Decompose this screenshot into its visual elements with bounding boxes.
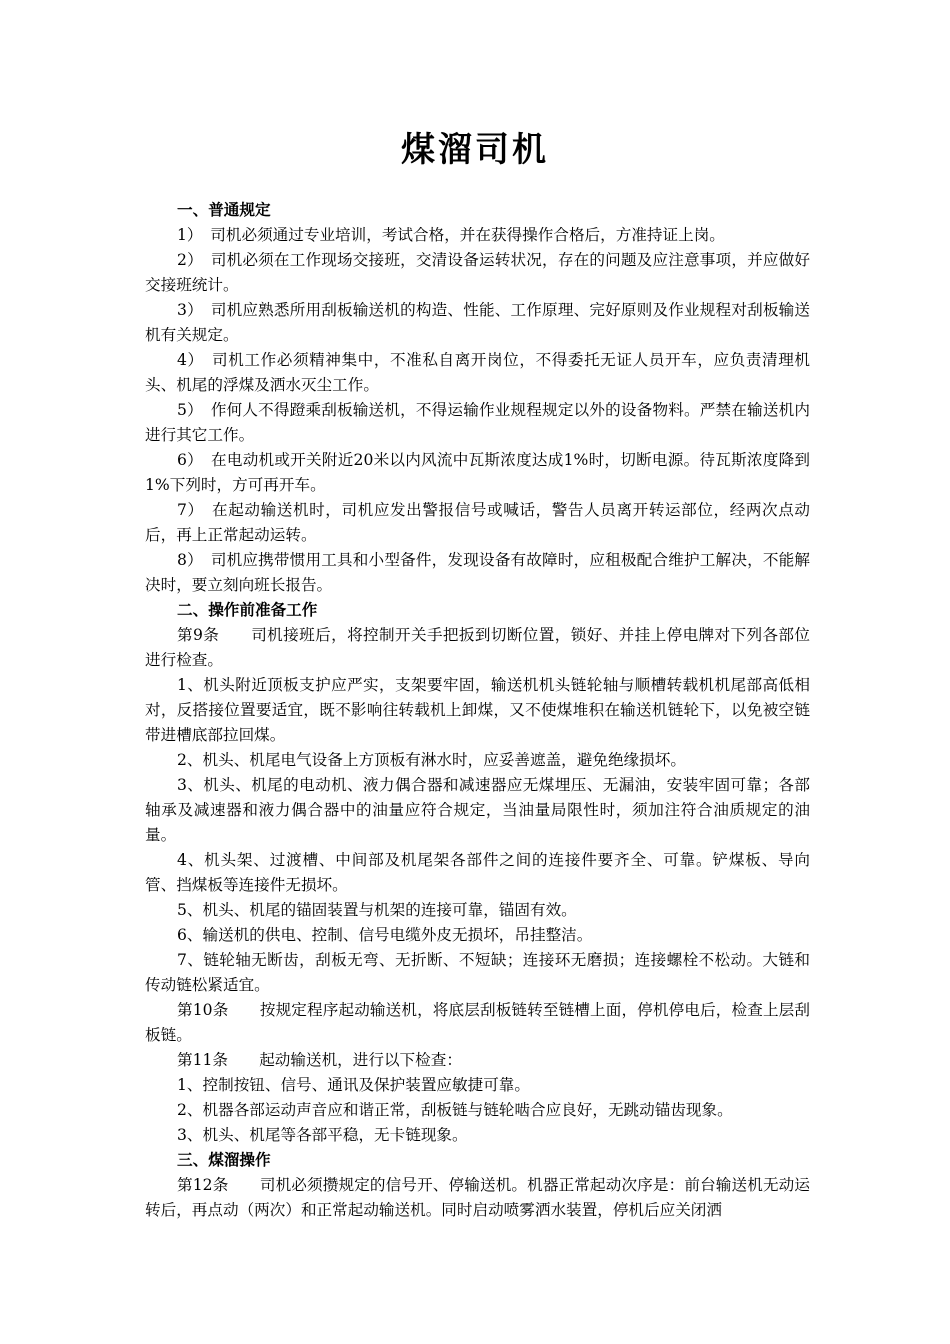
- paragraph: 第11条 起动输送机，进行以下检查：: [177, 1051, 462, 1069]
- paragraph: 1、机头附近顶板支护应严实，支架要牢固，输送机机头链轮轴与顺槽转载机机尾部高低相对，反搭接位置要适宜，既不影响往转载机上卸煤，又不使煤堆积在输送机链轮下，以免被空链带进槽底部拉回煤。: [145, 676, 810, 744]
- section-heading: 三、煤溜操作: [177, 1151, 271, 1169]
- document-body: [145, 198, 810, 1223]
- paragraph: 第12条 司机必须攒规定的信号开、停输送机。机器正常起动次序是：前台输送机无动运转后，再点动（两次）和正常起动输送机。同时启动喷雾洒水装置，停机后应关闭洒: [145, 1176, 810, 1219]
- paragraph: 1、控制按钮、信号、通讯及保护装置应敏捷可靠。: [177, 1076, 530, 1094]
- paragraph: 6） 在电动机或开关附近20米以内风流中瓦斯浓度达成1%时，切断电源。待瓦斯浓度降到1%下列时，方可再开车。: [145, 451, 810, 494]
- paragraph: 2、机头、机尾电气设备上方顶板有淋水时，应妥善遮盖，避免绝缘损坏。: [177, 751, 686, 769]
- paragraph: 4） 司机工作必须精神集中，不准私自离开岗位，不得委托无证人员开车，应负责清理机头、机尾的浮煤及洒水灭尘工作。: [145, 351, 810, 394]
- paragraph: 5） 作何人不得蹬乘刮板输送机，不得运输作业规程规定以外的设备物料。严禁在输送机内进行其它工作。: [145, 401, 810, 444]
- document-title: 煤溜司机: [401, 130, 549, 170]
- paragraph: 2） 司机必须在工作现场交接班，交清设备运转状况，存在的问题及应注意事项，并应做好交接班统计。: [145, 251, 810, 294]
- paragraph: 1） 司机必须通过专业培训，考试合格，并在获得操作合格后，方准持证上岗。: [177, 226, 725, 244]
- paragraph: 5、机头、机尾的锚固装置与机架的连接可靠，锚固有效。: [177, 901, 577, 919]
- paragraph: 4、机头架、过渡槽、中间部及机尾架各部件之间的连接件要齐全、可靠。铲煤板、导向管、挡煤板等连接件无损坏。: [145, 851, 810, 894]
- paragraph: 3） 司机应熟悉所用刮板输送机的构造、性能、工作原理、完好原则及作业规程对刮板输送机有关规定。: [145, 301, 810, 344]
- paragraph: 3、机头、机尾的电动机、液力偶合器和减速器应无煤埋压、无漏油，安装牢固可靠；各部轴承及减速器和液力偶合器中的油量应符合规定，当油量局限性时，须加注符合油质规定的油量。: [145, 776, 810, 844]
- paragraph: 第10条 按规定程序起动输送机，将底层刮板链转至链槽上面，停机停电后，检查上层刮板链。: [145, 1001, 810, 1044]
- paragraph: 2、机器各部运动声音应和谐正常，刮板链与链轮啮合应良好，无跳动锚齿现象。: [177, 1101, 733, 1119]
- paragraph: 第9条 司机接班后，将控制开关手把扳到切断位置，锁好、并挂上停电牌对下列各部位进行检查。: [145, 626, 810, 669]
- section-heading: 一、普通规定: [177, 201, 271, 219]
- paragraph: 7、链轮轴无断齿，刮板无弯、无折断、不短缺；连接环无磨损；连接螺栓不松动。大链和传动链松紧适宜。: [145, 951, 810, 994]
- paragraph: 3、机头、机尾等各部平稳，无卡链现象。: [177, 1126, 468, 1144]
- paragraph: 6、输送机的供电、控制、信号电缆外皮无损坏，吊挂整洁。: [177, 926, 593, 944]
- section-heading: 二、操作前准备工作: [177, 601, 318, 619]
- paragraph: 8） 司机应携带惯用工具和小型备件，发现设备有故障时，应租极配合维护工解决，不能解决时，要立刻向班长报告。: [145, 551, 810, 594]
- paragraph: 7） 在起动输送机时，司机应发出警报信号或喊话，警告人员离开转运部位，经两次点动后，再上正常起动运转。: [145, 501, 810, 544]
